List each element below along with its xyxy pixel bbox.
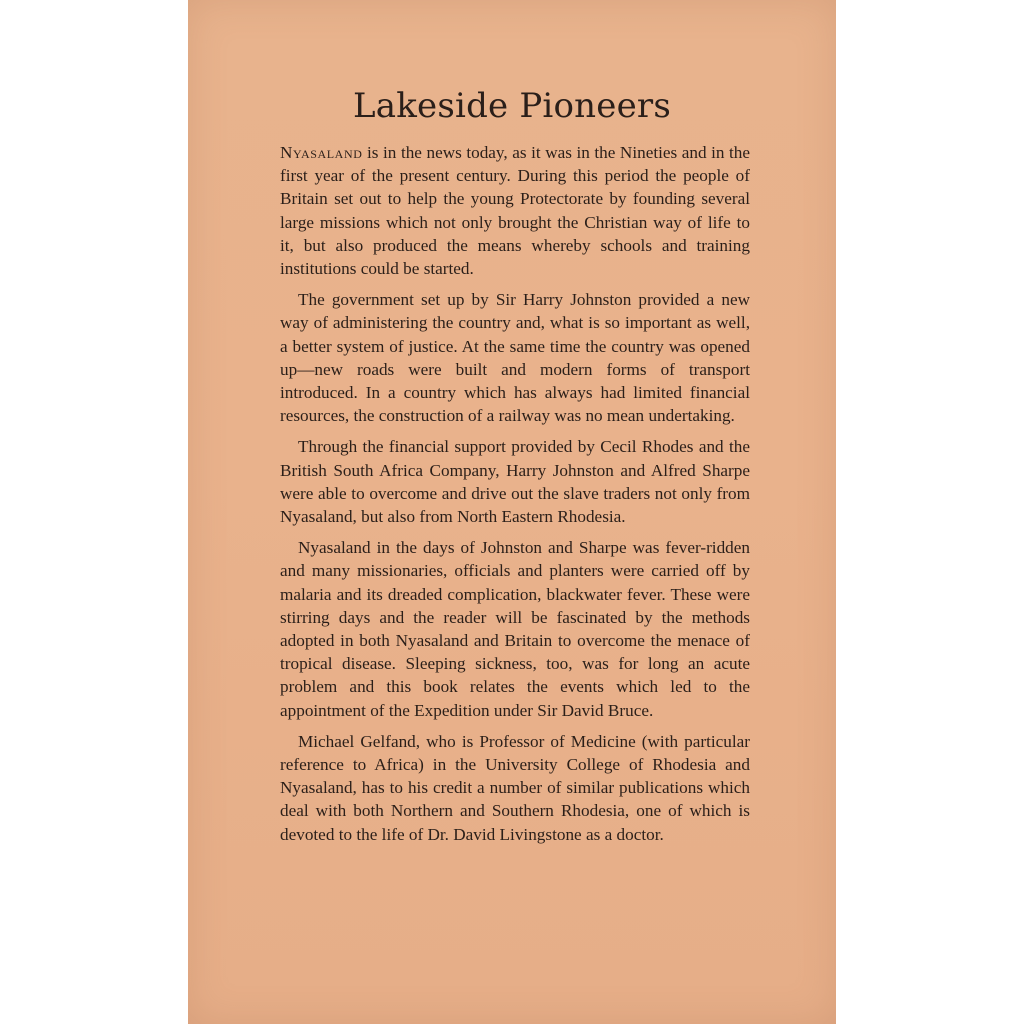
book-jacket-flap <box>188 0 836 1024</box>
paragraph-3: Through the financial support provided by Cecil Rhodes and the British South Africa Company, Harry Johnston and Alfred Sharpe were able to overcome and drive out the slave traders not only from Nyasaland, but also from North Eastern Rhodesia. <box>280 437 750 527</box>
paragraph-4: Nyasaland in the days of Johnston and Sharpe was fever-ridden and many missionaries, officials and planters were carried off by malaria and its dreaded complication, blackwater fever. These were stirring days and the reader will be fascinated by the methods adopted in both Nyasaland and Britain to overcome the menace of tropical disease. Sleeping sickness, too, was for long an acute problem and this book relates the events which led to the appointment of the Expedition under Sir David Bruce. <box>280 538 750 720</box>
paragraph-1 <box>280 141 750 280</box>
lead-word: Nyasaland <box>280 143 363 162</box>
paragraph-5: Michael Gelfand, who is Professor of Medicine (with particular reference to Africa) in the University College of Rhodesia and Nyasaland, has to his credit a number of similar publications which deal with both Northern and Southern Rhodesia, one of which is devoted to the life of Dr. David Livingstone as a doctor. <box>280 731 750 844</box>
page-title: Lakeside Pioneers <box>352 86 672 126</box>
paragraph-2: The government set up by Sir Harry Johnston provided a new way of administering the country and, what is so important as well, a better system of justice. At the same time the country was opened up—new roads were built and modern forms of transport introduced. In a country which has always had limited financial resources, the construction of a railway was no mean undertaking. <box>280 290 750 426</box>
blurb-text <box>280 141 750 854</box>
paragraph-1-text: is in the news today, as it was in the Nineties and in the first year of the present century. During this period the people of Britain set out to help the young Protectorate by founding several large missions which not only brought the Christian way of life to it, but also produced the means whereby schools and training institutions could be started. <box>280 143 750 279</box>
